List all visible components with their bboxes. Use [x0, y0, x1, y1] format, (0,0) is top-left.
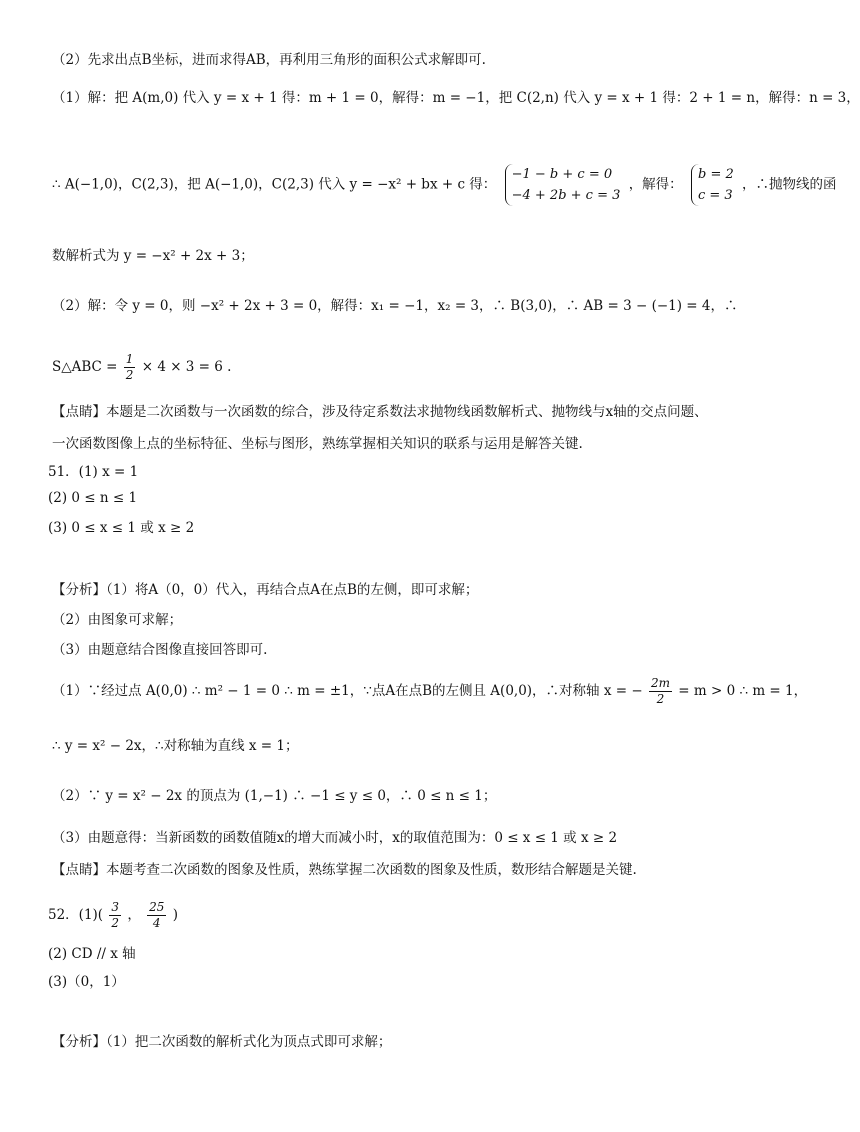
text-line-20: [48, 900, 178, 931]
text-line-23: 【分析】（1）把二次函数的解析式化为顶点式即可求解；: [52, 1034, 392, 1050]
text-line-16: ∴ y = x² − 2x，∴对称轴为直线 x = 1；: [52, 738, 299, 754]
text-line-22: (3)（0，1）: [48, 974, 125, 990]
text-line-5: （2）解：令 y = 0，则 −x² + 2x + 3 = 0，解得：x₁ = −1，x₂ = 3，∴ B(3,0)，∴ AB = 3 − (−1) = 4，∴: [52, 298, 738, 314]
fraction-half: [124, 352, 136, 383]
line-20-part-a: 52．(1)(: [48, 907, 104, 923]
line-20-part-b: ): [172, 907, 178, 923]
fraction-denominator: 4: [152, 916, 161, 930]
fraction-2m-over-2: [649, 676, 672, 707]
text-line-17: （2）∵ y = x² − 2x 的顶点为 (1,−1) ∴ −1 ≤ y ≤ 0，∴ 0 ≤ n ≤ 1；: [52, 788, 497, 804]
line-3-part-b: ，解得：: [628, 176, 683, 193]
text-line-7: 【点睛】本题是二次函数与一次函数的综合，涉及待定系数法求抛物线函数解析式、抛物线与x轴的交点问题、: [52, 404, 708, 420]
fraction-numerator: 25: [149, 900, 165, 914]
text-line-11: (3) 0 ≤ x ≤ 1 或 x ≥ 2: [48, 520, 195, 536]
fraction-denominator: 2: [125, 368, 134, 382]
fraction-3-over-2: [109, 900, 121, 931]
fraction-25-over-4: [147, 900, 166, 931]
text-line-1: （2）先求出点B坐标，进而求得AB，再利用三角形的面积公式求解即可.: [52, 52, 486, 68]
text-line-9: 51．(1) x = 1: [48, 464, 139, 480]
equation-system-1: [505, 164, 621, 206]
fraction-numerator: 1: [125, 352, 134, 366]
text-line-3: [52, 164, 837, 206]
fraction-numerator: 2m: [650, 676, 670, 690]
text-line-2: （1）解：把 A(m,0) 代入 y = x + 1 得：m + 1 = 0，解得：m = −1，把 C(2,n) 代入 y = x + 1 得：2 + 1 = n，解得：n = 3，: [52, 90, 860, 106]
system-1-row-1: −1 − b + c = 0: [511, 167, 613, 182]
text-line-19: 【点睛】本题考查二次函数的图象及性质，熟练掌握二次函数的图象及性质，数形结合解题是关键.: [52, 862, 637, 878]
text-line-4: 数解析式为 y = −x² + 2x + 3；: [52, 248, 254, 264]
text-line-10: (2) 0 ≤ n ≤ 1: [48, 490, 138, 506]
area-label: S△ABC =: [52, 359, 118, 375]
text-line-15: [52, 676, 807, 707]
text-line-21: (2) CD // x 轴: [48, 946, 136, 962]
line-3-part-c: ，∴抛物线的函: [742, 176, 837, 193]
fraction-denominator: 2: [111, 916, 120, 930]
area-product: × 4 × 3 = 6 .: [141, 359, 232, 375]
system-2-row-2: c = 3: [697, 188, 733, 203]
fraction-numerator: 3: [111, 900, 120, 914]
system-1-row-2: −4 + 2b + c = 3: [511, 188, 621, 203]
text-line-8: 一次函数图像上点的坐标特征、坐标与图形，熟练掌握相关知识的联系与运用是解答关键.: [52, 436, 583, 452]
text-line-18: （3）由题意得：当新函数的函数值随x的增大而减小时，x的取值范围为：0 ≤ x ≤ 1 或 x ≥ 2: [52, 830, 618, 846]
text-line-13: （2）由图象可求解；: [52, 612, 183, 628]
text-line-6: [52, 352, 231, 383]
fraction-denominator: 2: [656, 692, 665, 706]
line-3-part-a: ∴ A(−1,0)，C(2,3)，把 A(−1,0)，C(2,3) 代入 y = −x² + bx + c 得：: [52, 176, 497, 193]
text-line-12: 【分析】（1）将A（0，0）代入，再结合点A在点B的左侧，即可求解；: [52, 582, 479, 598]
text-line-14: （3）由题意结合图像直接回答即可.: [52, 642, 268, 658]
equation-system-2: [691, 164, 734, 206]
line-15-part-a: （1）∵经过点 A(0,0) ∴ m² − 1 = 0 ∴ m = ±1，∵点A在点B的左侧且 A(0,0)，∴对称轴 x = −: [52, 683, 643, 699]
system-2-row-1: b = 2: [697, 167, 734, 182]
line-20-separator: ，: [127, 907, 141, 923]
line-15-part-b: = m > 0 ∴ m = 1，: [678, 683, 808, 699]
